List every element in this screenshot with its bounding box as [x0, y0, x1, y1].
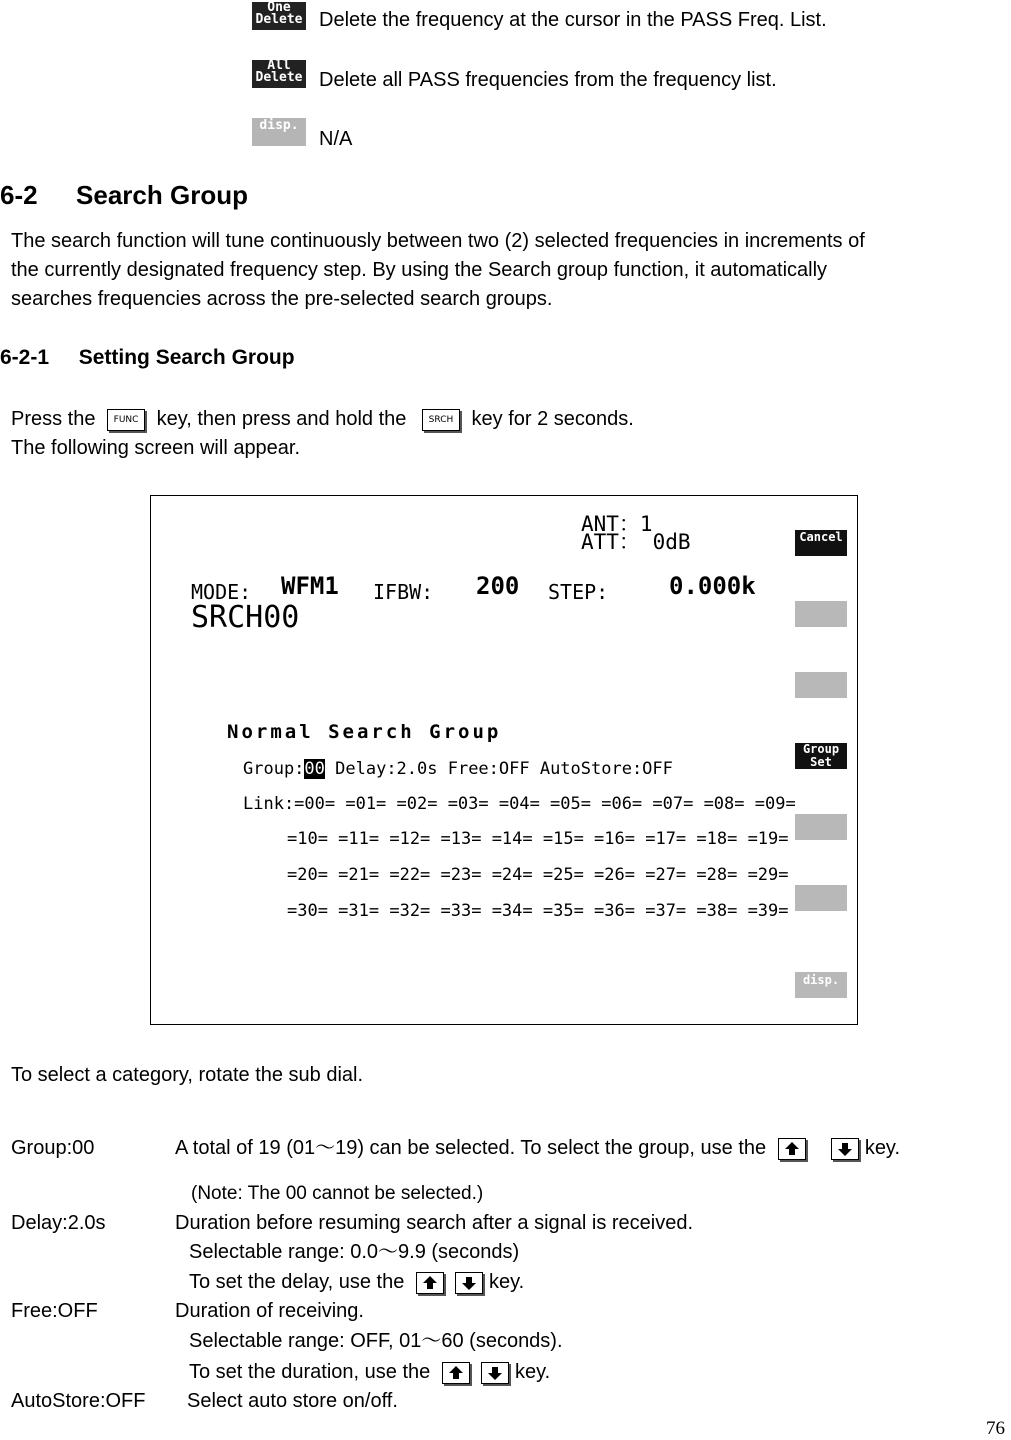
- group-desc-key: key.: [864, 1137, 901, 1159]
- softkey-cancel[interactable]: [795, 530, 847, 556]
- section-body-line2: the currently designated frequency step. By using the Search group function, it automatically: [11, 259, 828, 281]
- instruction-line1: [11, 407, 634, 431]
- up-arrow-key-icon: [416, 1272, 444, 1294]
- status-rest: Delay:2.0s Free:OFF AutoStore:OFF: [324, 759, 673, 779]
- srch-key-icon: [422, 409, 460, 431]
- screen-link-row: =10= =11= =12= =13= =14= =15= =16= =17= =18= =19=: [287, 829, 789, 849]
- free-set: [189, 1360, 550, 1384]
- subsection-title: Setting Search Group: [78, 346, 295, 369]
- free-range: Selectable range: OFF, 01～60 (seconds).: [189, 1330, 563, 1352]
- free-set-text: To set the duration, use the: [189, 1361, 431, 1383]
- free-desc: Duration of receiving.: [175, 1300, 364, 1322]
- key-label-line2: Delete: [255, 70, 303, 85]
- key-label-line1: disp.: [259, 118, 299, 133]
- screen-ant: ANT：1: [581, 512, 653, 536]
- section-number: 6-2: [0, 180, 38, 210]
- subsection-number: 6-2-1: [0, 346, 50, 369]
- screen-link-row: =30= =31= =32= =33= =34= =35= =36= =37= =38= =39=: [287, 901, 789, 921]
- status-group-value: 00: [304, 759, 325, 779]
- one-delete-description: Delete the frequency at the cursor in the PASS Freq. List.: [319, 9, 827, 31]
- screen-att: ATT： 0dB: [581, 530, 691, 554]
- key-label-line1: One: [267, 0, 291, 15]
- screen-mode-value: WFM1: [281, 572, 339, 600]
- softkey-blank[interactable]: [795, 601, 847, 627]
- down-arrow-key-icon: [481, 1362, 509, 1384]
- screen-ifbw-value: 200: [476, 572, 520, 600]
- softkey-blank[interactable]: [795, 814, 847, 840]
- autostore-desc: Select auto store on/off.: [187, 1390, 398, 1412]
- softkey-label: disp.: [802, 973, 840, 987]
- subsection-heading: [0, 346, 295, 370]
- screen-status-line: [243, 759, 673, 779]
- screen-srch: SRCH00: [191, 600, 300, 635]
- section-body-line1: The search function will tune continuously between two (2) selected frequencies in increments of: [11, 230, 865, 252]
- instruction-then: key, then press and hold the: [156, 408, 407, 430]
- delay-set-key: key.: [489, 1271, 525, 1293]
- softkey-blank[interactable]: [795, 672, 847, 698]
- disp-description: N/A: [319, 128, 353, 150]
- screen-mode-label: MODE:: [191, 580, 252, 604]
- section-heading: [0, 180, 248, 211]
- softkey-label-line2: Set: [810, 755, 832, 769]
- up-arrow-key-icon: [442, 1362, 470, 1384]
- softkey-label: Cancel: [799, 530, 843, 544]
- up-arrow-key-icon: [778, 1138, 806, 1160]
- all-delete-key-icon: [252, 60, 306, 88]
- down-arrow-key-icon: [455, 1272, 483, 1294]
- status-group-label: Group:: [243, 759, 305, 779]
- softkey-blank[interactable]: [795, 885, 847, 911]
- func-key-label: FUNC: [113, 414, 139, 425]
- free-term: Free:OFF: [11, 1300, 98, 1322]
- delay-desc: Duration before resuming search after a signal is received.: [175, 1212, 694, 1234]
- after-screen-text: To select a category, rotate the sub dial.: [11, 1064, 364, 1086]
- softkey-disp[interactable]: [795, 972, 847, 998]
- one-delete-key-icon: [252, 2, 306, 30]
- disp-key-icon: [252, 118, 306, 146]
- delay-set: [189, 1270, 524, 1294]
- instruction-for: key for 2 seconds.: [471, 408, 634, 430]
- func-key-icon: [107, 409, 145, 431]
- key-label-line2: Delete: [255, 12, 303, 27]
- autostore-term: AutoStore:OFF: [11, 1390, 146, 1412]
- free-set-key: key.: [514, 1361, 551, 1383]
- instruction-press: Press the: [11, 408, 96, 430]
- group-desc: [175, 1136, 900, 1160]
- screen-step-label: STEP:: [548, 580, 609, 604]
- screen-link-row: =20= =21= =22= =23= =24= =25= =26= =27= =28= =29=: [287, 865, 789, 885]
- section-body-line3: searches frequencies across the pre-selected search groups.: [11, 288, 553, 310]
- key-label-line1: All: [267, 58, 291, 73]
- softkey-label-line1: Group: [802, 742, 840, 756]
- softkey-group-set[interactable]: [795, 743, 847, 769]
- screen-ifbw-label: IFBW:: [373, 580, 434, 604]
- screen-step-value: 0.000k: [669, 572, 756, 600]
- group-desc-text: A total of 19 (01～19) can be selected. To select the group, use the: [175, 1137, 767, 1159]
- page-number: 76: [986, 1418, 1005, 1439]
- screen-heading: Normal Search Group: [227, 721, 502, 743]
- delay-set-text: To set the delay, use the: [189, 1271, 405, 1293]
- srch-key-label: SRCH: [428, 414, 454, 425]
- all-delete-description: Delete all PASS frequencies from the frequency list.: [319, 69, 777, 91]
- screen-link-row: Link:=00= =01= =02= =03= =04= =05= =06= =07= =08= =09=: [243, 794, 796, 814]
- delay-term: Delay:2.0s: [11, 1212, 106, 1234]
- radio-screen: [150, 495, 858, 1025]
- group-note: (Note: The 00 cannot be selected.): [191, 1183, 484, 1204]
- instruction-line2: The following screen will appear.: [11, 437, 301, 459]
- section-title: Search Group: [76, 180, 248, 210]
- delay-range: Selectable range: 0.0～9.9 (seconds): [189, 1241, 520, 1263]
- group-term: Group:00: [11, 1137, 95, 1159]
- down-arrow-key-icon: [831, 1138, 859, 1160]
